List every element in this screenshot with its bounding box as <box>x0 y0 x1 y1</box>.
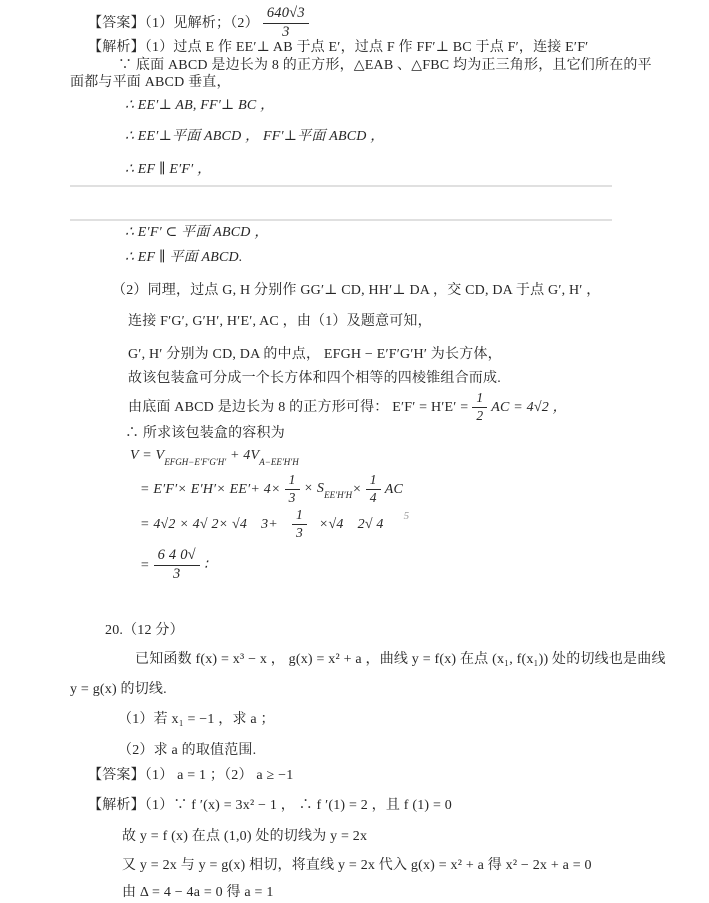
volume-formula-line-2 <box>140 473 403 506</box>
quarter-fraction <box>366 473 381 506</box>
q19-part2-line-6: ∴ 所求该包装盒的容积为 <box>125 426 285 441</box>
page-break-divider-bottom <box>70 219 612 221</box>
page-break-divider-top <box>70 185 612 187</box>
formula-segment: = <box>140 557 150 573</box>
q19-analysis-line-3: 面都与平面 ABCD 垂直， <box>70 75 231 90</box>
volume-formula-line-1 <box>130 447 299 466</box>
q20-analysis-line-3: 又 y = 2x 与 y = g(x) 相切，将直线 y = 2x 代入 g(x) = x² + a 得 x² − 2x + a = 0 <box>122 858 592 873</box>
q19-answer-fraction <box>263 6 309 41</box>
q19-part2-line-5 <box>128 391 567 424</box>
q19-part2-line-3: G′, H′ 分别为 CD, DA 的中点， EFGH − E′F′G′H′ 为长方体， <box>128 347 502 362</box>
q19-analysis-line-6: ∴ EF ∥ E′F′ ， <box>125 162 212 177</box>
formula-subscript: EFGH−E′F′G′H′ <box>164 456 227 467</box>
q20-analysis-line-4: 由 Δ = 4 − 4a = 0 得 a = 1 <box>122 885 274 900</box>
q19-analysis-line-1: 【解析】（1）过点 E 作 EE′⊥ AB 于点 E′，过点 F 作 FF′⊥ BC 于点 F′，连接 E′F′ <box>88 40 589 55</box>
formula-segment: ×√4 <box>318 516 344 532</box>
q19-analysis-line-2: ∵ 底面 ABCD 是边长为 8 的正方形，△EAB 、△FBC 均为正三角形，且它们所在的平 <box>118 58 652 73</box>
formula-segment: + 4V <box>229 448 260 463</box>
fraction-numerator: 1 <box>366 473 381 490</box>
fraction-numerator: 6 4 0√ <box>154 548 200 566</box>
half-fraction <box>472 391 487 424</box>
third-fraction <box>285 473 300 506</box>
result-fraction <box>154 548 200 583</box>
fraction-denominator: 3 <box>288 489 296 505</box>
formula-subscript: A−EE′H′H <box>259 456 299 467</box>
q19-analysis-line-7: ∴ E′F′ ⊂ 平面 ABCD ， <box>125 225 269 240</box>
q20-intro-line-2: y = g(x) 的切线. <box>70 682 167 697</box>
formula-subscript: EE′H′H <box>324 489 353 500</box>
fraction-denominator: 3 <box>282 23 290 40</box>
formula-segment: 3+ <box>261 516 278 532</box>
fraction-denominator: 3 <box>295 524 303 540</box>
volume-formula-line-4 <box>140 548 208 583</box>
q19-answer-label: 【答案】（1）见解析；（2） <box>88 15 259 31</box>
fraction-denominator: 2 <box>476 407 484 423</box>
formula-segment: = E′F′× E′H′× EE′+ 4× <box>140 481 281 497</box>
q19-analysis-line-4: ∴ EE′⊥ AB, FF′⊥ BC ， <box>125 98 275 113</box>
fraction-numerator: 1 <box>285 473 300 490</box>
q19-analysis-line-8: ∴ EF ∥ 平面 ABCD. <box>125 250 243 265</box>
fraction-numerator: 1 <box>292 508 307 525</box>
q20-analysis-line-2: 故 y = f (x) 在点 (1,0) 处的切线为 y = 2x <box>122 829 368 844</box>
formula-segment: × <box>352 481 362 497</box>
q19-part2-line-1: （2）同理，过点 G, H 分别作 GG′⊥ CD, HH′⊥ DA ，交 CD, DA 于点 G′, H′ ， <box>112 283 601 298</box>
formula-segment: = 4√2 × 4√ 2× √4 <box>140 516 248 532</box>
formula-segment: ∶ <box>203 557 208 573</box>
formula-segment-faint: 5 <box>403 510 410 523</box>
q20-intro-line-1: 已知函数 f(x) = x³ − x ， g(x) = x² + a ，曲线 y = f(x) 在点 (x₁, f(x₁)) 处的切线也是曲线 <box>135 652 666 667</box>
q20-header: 20.（12 分） <box>105 623 184 638</box>
q19-answer-line <box>88 6 313 41</box>
formula-segment: × S <box>303 480 325 496</box>
q20-question-1: （1）若 x₁ = −1 ，求 a ； <box>118 712 275 727</box>
q19-part2-line-5-suffix: AC = 4√2 ， <box>491 399 567 415</box>
fraction-denominator: 4 <box>369 489 377 505</box>
fraction-numerator: 1 <box>472 391 487 408</box>
formula-segment: AC <box>384 481 403 497</box>
q20-question-2: （2）求 a 的取值范围. <box>118 743 257 758</box>
formula-segment: 2√ 4 <box>357 516 384 532</box>
q19-part2-line-2: 连接 F′G′, G′H′, H′E′, AC ，由（1）及题意可知， <box>128 314 432 329</box>
third-fraction <box>292 508 307 541</box>
formula-segment: V = V <box>130 448 165 463</box>
q19-part2-line-4: 故该包装盒可分成一个长方体和四个相等的四棱锥组合而成. <box>128 371 501 386</box>
q19-analysis-line-5: ∴ EE′⊥平面 ABCD ， FF′⊥平面 ABCD ， <box>125 129 385 144</box>
fraction-numerator: 640√3 <box>263 6 309 24</box>
q20-answer-line: 【答案】（1） a = 1 ；（2） a ≥ −1 <box>88 768 294 783</box>
fraction-denominator: 3 <box>173 565 181 582</box>
formula-segment <box>304 480 353 499</box>
q19-part2-line-5-prefix: 由底面 ABCD 是边长为 8 的正方形可得： E′F′ = H′E′ = <box>128 399 469 415</box>
q20-analysis-line-1: 【解析】（1）∵ f ′(x) = 3x² − 1 ， ∴ f ′(1) = 2 ，且 f (1) = 0 <box>88 798 452 813</box>
volume-formula-line-3 <box>140 508 409 541</box>
